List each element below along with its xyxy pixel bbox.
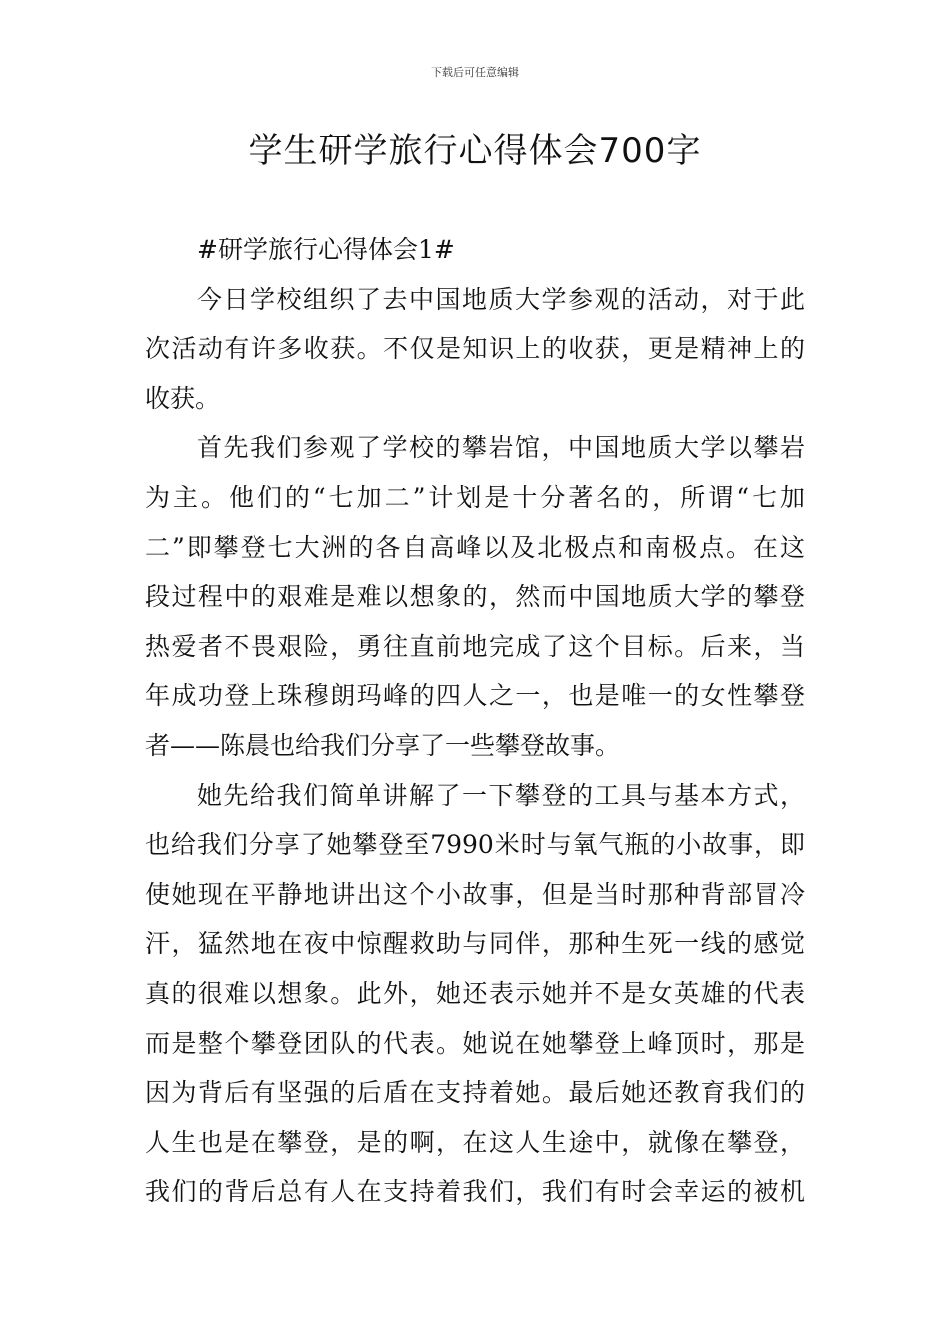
document-body <box>145 225 805 1217</box>
text-line: 真的很难以想象。此外，她还表示她并不是女英雄的代表 <box>145 978 805 1008</box>
text-line: 人生也是在攀登，是的啊，在这人生途中，就像在攀登， <box>145 1127 805 1157</box>
text-line: 段过程中的艰难是难以想象的，然而中国地质大学的攀登 <box>145 582 805 612</box>
text-line: 她先给我们简单讲解了一下攀登的工具与基本方式， <box>197 780 805 810</box>
text-line: 年成功登上珠穆朗玛峰的四人之一，也是唯一的女性攀登 <box>145 681 805 711</box>
text-line: 因为背后有坚强的后盾在支持着她。最后她还教育我们的 <box>145 1078 805 1108</box>
text-line: 而是整个攀登团队的代表。她说在她攀登上峰顶时，那是 <box>145 1028 805 1058</box>
text-line: 也给我们分享了她攀登至7990米时与氧气瓶的小故事，即 <box>145 830 805 860</box>
text-line: 者——陈晨也给我们分享了一些攀登故事。 <box>145 730 621 760</box>
document-title: 学生研学旅行心得体会700字 <box>248 131 702 171</box>
text-line: 热爱者不畏艰险，勇往直前地完成了这个目标。后来，当 <box>145 631 805 661</box>
text-line: #研学旅行心得体会1# <box>197 235 455 264</box>
text-line: 收获。 <box>145 383 221 413</box>
text-line: 我们的背后总有人在支持着我们，我们有时会幸运的被机 <box>145 1177 805 1207</box>
text-line: 首先我们参观了学校的攀岩馆，中国地质大学以攀岩 <box>197 433 805 463</box>
text-line: 为主。他们的“七加二”计划是十分著名的，所谓“七加 <box>145 482 805 512</box>
text-line: 使她现在平静地讲出这个小故事，但是当时那种背部冒冷 <box>145 879 805 909</box>
header-note: 下载后可任意编辑 <box>431 66 519 79</box>
text-line: 次活动有许多收获。不仅是知识上的收获，更是精神上的 <box>145 334 805 364</box>
text-line: 汗，猛然地在夜中惊醒救助与同伴，那种生死一线的感觉 <box>145 929 805 959</box>
text-line: 二”即攀登七大洲的各自高峰以及北极点和南极点。在这 <box>145 532 805 562</box>
text-line: 今日学校组织了去中国地质大学参观的活动，对于此 <box>197 284 805 314</box>
